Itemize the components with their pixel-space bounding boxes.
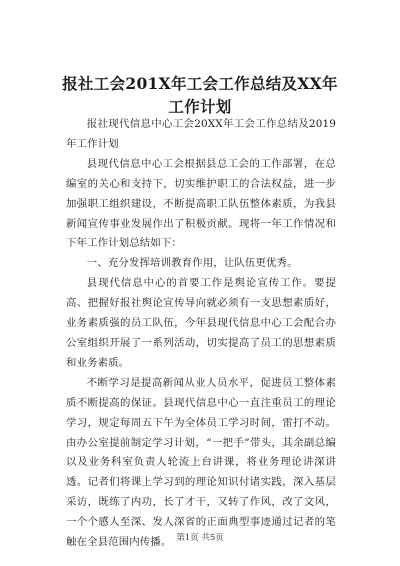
paragraph-body: 不断学习是提高新闻从业人员水平，促进员工整体素质不断提高的保证。县现代信息中心一直注重员工的理论学习，规定每周五下午为全体员工学习时间，雷打不动。由办公室提前制定学习计划，“一把手”带头，其余副总编以及业务科室负责人轮流上台讲课，将业务理论讲深讲透。记者们将课上学习到的理论知识付诸实践，深入基层采访，既练了内功，长了才干，又转了作风，改了文风，一个个感人至深、发人深省的正面典型事迹通过记者的笔触在全县范围内传播。 <box>66 376 336 549</box>
paragraph-intro: 县现代信息中心工会根据县总工会的工作部署，在总编室的关心和支持下，切实维护职工的合法权益，进一步加强职工组织建设，不断提高职工队伍整体素质，为我县新闻宣传事业发展作出了积极贡献。现将一年工作情况和下年工作计划总结如下： <box>66 157 336 250</box>
page-footer: 第1页 共5页 <box>176 533 224 543</box>
document-title: 报社工会201X年工会工作总结及XX年工作计划 <box>62 74 338 116</box>
paragraph-subtitle: 报社现代信息中心工会20XX年工会工作总结及2019年工作计划 <box>66 118 336 150</box>
paragraph-body: 县现代信息中心的首要工作是舆论宣传工作。要提高、把握好报社舆论宣传导向就必须有一支思想素质好，业务素质强的员工队伍，今年县现代信息中心工会配合办公室组织开展了一系列活动，切实提高了员工的思想素质和业务素质。 <box>66 277 336 369</box>
paragraph-section-heading: 一、充分发挥培训教育作用，让队伍更优秀。 <box>86 257 298 270</box>
document-body <box>66 115 336 553</box>
